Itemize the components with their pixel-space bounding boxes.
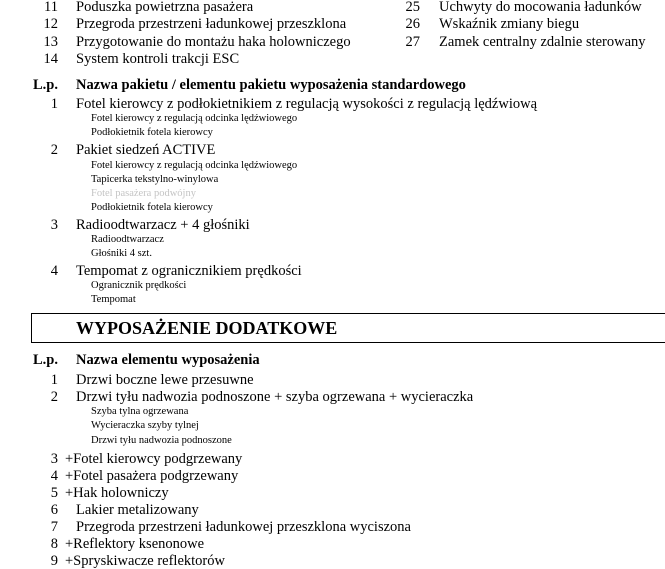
list-item: Uchwyty do mocowania ładunków <box>439 0 642 15</box>
option-subitem: Drzwi tyłu nadwozia podnoszone <box>91 435 232 446</box>
item-number: 12 <box>43 16 58 32</box>
option-item: Przegroda przestrzeni ładunkowej przeszklona wyciszona <box>76 519 411 535</box>
option-subitem: Wycieraczka szyby tylnej <box>91 420 199 431</box>
list-item: Przegroda przestrzeni ładunkowej przeszklona <box>76 16 347 32</box>
section-title: WYPOSAŻENIE DODATKOWE <box>76 318 338 338</box>
item-number: 5 <box>50 485 58 501</box>
list-item: Zamek centralny zdalnie sterowany <box>439 34 646 50</box>
item-number: 2 <box>50 389 58 405</box>
package-title: Pakiet siedzeń ACTIVE <box>76 142 216 158</box>
item-number: 4 <box>50 263 58 279</box>
item-number: 27 <box>405 34 420 50</box>
column-header-name: Nazwa pakietu / elementu pakietu wyposażenia standardowego <box>76 77 466 93</box>
package-subitem: Fotel kierowcy z regulacją odcinka lędźwiowego <box>91 160 298 171</box>
package-title: Fotel kierowcy z podłokietnikiem z regulacją wysokości z regulacją lędźwiową <box>76 96 538 112</box>
item-number: 8 <box>50 536 58 552</box>
package-title: Radioodtwarzacz + 4 głośniki <box>76 217 250 233</box>
package-subitem: Głośniki 4 szt. <box>91 248 152 259</box>
package-subitem: Fotel kierowcy z regulacją odcinka lędźwiowego <box>91 113 298 124</box>
package-subitem: Radioodtwarzacz <box>91 234 164 245</box>
item-number: 3 <box>50 451 58 467</box>
item-number: 26 <box>405 16 420 32</box>
option-item: Drzwi boczne lewe przesuwne <box>76 372 254 388</box>
option-item: +Hak holowniczy <box>65 485 169 501</box>
item-number: 6 <box>50 502 58 518</box>
item-number: 9 <box>50 553 58 569</box>
item-number: 25 <box>405 0 420 15</box>
item-number: 4 <box>50 468 58 484</box>
item-number: 7 <box>50 519 58 535</box>
package-subitem: Tempomat <box>91 294 136 305</box>
item-number: 1 <box>50 96 58 112</box>
package-subitem: Podłokietnik fotela kierowcy <box>91 202 213 213</box>
column-header-name: Nazwa elementu wyposażenia <box>76 352 260 368</box>
item-number: 1 <box>50 372 58 388</box>
package-subitem: Ogranicznik prędkości <box>91 280 187 291</box>
package-subitem: Tapicerka tekstylno-winylowa <box>91 174 219 185</box>
list-item: Wskaźnik zmiany biegu <box>439 16 580 32</box>
list-item: Poduszka powietrzna pasażera <box>76 0 254 15</box>
package-subitem-faded: Fotel pasażera podwójny <box>91 188 196 199</box>
item-number: 13 <box>43 34 58 50</box>
option-item: +Spryskiwacze reflektorów <box>65 553 225 569</box>
list-item: System kontroli trakcji ESC <box>76 51 240 67</box>
column-header-lp: L.p. <box>33 352 58 368</box>
section-banner <box>31 313 665 343</box>
option-item: +Fotel pasażera podgrzewany <box>65 468 239 484</box>
column-header-lp: L.p. <box>33 77 58 93</box>
item-number: 3 <box>50 217 58 233</box>
option-item: +Fotel kierowcy podgrzewany <box>65 451 243 467</box>
list-item: Przygotowanie do montażu haka holowniczego <box>76 34 351 50</box>
item-number: 11 <box>44 0 58 15</box>
option-item: Lakier metalizowany <box>76 502 199 518</box>
option-item: Drzwi tyłu nadwozia podnoszone + szyba ogrzewana + wycieraczka <box>76 389 474 405</box>
item-number: 2 <box>50 142 58 158</box>
item-number: 14 <box>43 51 58 67</box>
option-item: +Reflektory ksenonowe <box>65 536 205 552</box>
package-subitem: Podłokietnik fotela kierowcy <box>91 127 213 138</box>
package-title: Tempomat z ogranicznikiem prędkości <box>76 263 302 279</box>
option-subitem: Szyba tylna ogrzewana <box>91 406 189 417</box>
